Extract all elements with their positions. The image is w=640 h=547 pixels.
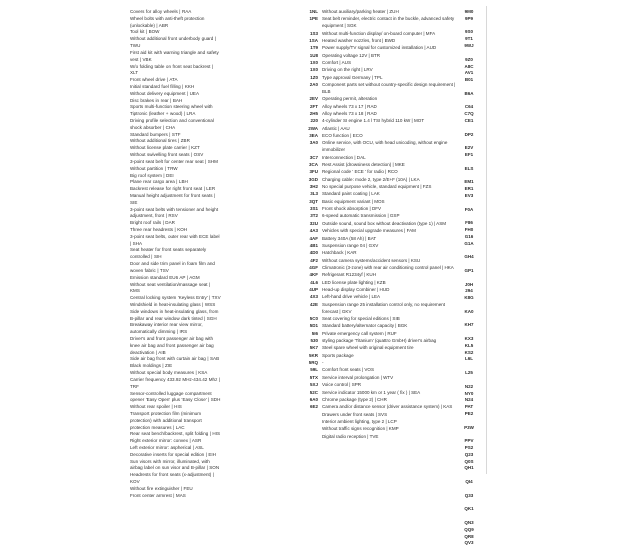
equipment-code: 1NL [309, 9, 318, 14]
equipment-description-line: Left exterior mirror: aspherical | ASL [130, 445, 204, 450]
equipment-description-line: TWU [130, 43, 141, 49]
equipment-code: 5KR [308, 352, 318, 358]
equipment-code-description: Chrome package (type 2) | CHR [322, 396, 387, 402]
equipment-code-row [298, 206, 458, 213]
equipment-code-row [298, 38, 458, 45]
equipment-code-description: Seat belt reminder, electric contact in the buckle, advanced safety equipment | SGK [322, 16, 455, 29]
equipment-description-line: adjustment, front | RSV [130, 213, 178, 219]
equipment-code-description: Steel spare wheel with original equipment tire [322, 345, 414, 351]
pr-code: L25 [465, 370, 473, 376]
equipment-description-line: airbag label on sun visor and B-pillar | SON [130, 465, 220, 471]
equipment-code-description: Operating permit, alteration [322, 96, 378, 102]
equipment-description-line: B-pillar and rear window dark tinted | SGH [130, 315, 217, 321]
equipment-code-row [298, 294, 458, 301]
pr-code: FH0 [464, 227, 474, 232]
equipment-code: 2H5 [309, 110, 318, 116]
equipment-code-description: Alloy wheels 73 x 17 | RAD [322, 103, 377, 109]
equipment-code-description: - [322, 360, 324, 366]
equipment-code-column [298, 9, 458, 441]
equipment-code: 4AF [309, 235, 318, 241]
equipment-code-description: Basic equipment variant | MOS [322, 198, 385, 204]
pr-code: QV3 [464, 540, 474, 546]
equipment-code-row [298, 126, 458, 133]
equipment-description-line: Without additional front underbody guard | [130, 36, 217, 42]
pr-code: J0H [464, 281, 474, 287]
equipment-code: 4F2 [310, 257, 318, 263]
equipment-description-line: Front center armrest | MAS [130, 492, 186, 498]
equipment-description-line: Front wheel drive | ATA [130, 77, 178, 83]
equipment-code-description: LED license plate lighting | KZB [322, 279, 386, 285]
pr-code: Q0S [464, 458, 474, 464]
pr-code: GH4 [464, 254, 474, 260]
pr-code: QI4 [465, 479, 473, 485]
equipment-code-row [298, 280, 458, 287]
equipment-code-row [298, 434, 458, 441]
equipment-code-row [298, 367, 458, 374]
equipment-code-row [298, 412, 458, 419]
equipment-description-line: Plane rear cargo area | LBH [130, 179, 188, 185]
equipment-code-row [298, 67, 458, 74]
equipment-code-description: Atlantic | AAU [322, 125, 350, 131]
equipment-description-line: Without additional tires | ZBR [130, 138, 190, 144]
pr-code: 9S0 [464, 29, 473, 35]
equipment-code-description: Heated washer nozzles, front | BWD [322, 37, 396, 43]
equipment-code-description: Suspension range 25 installation control only, no requirement forecast | GKV [322, 301, 446, 314]
equipment-code-row [298, 96, 458, 103]
equipment-code-description: Refrigerant R1234yf | KUH [322, 272, 376, 278]
equipment-code: 2WA [308, 125, 318, 131]
equipment-code-row [298, 60, 458, 67]
equipment-code-description: Sports package [322, 352, 354, 358]
equipment-description-line: Door and side trim panel in foam film and [130, 261, 215, 267]
equipment-code: 5XJ [309, 382, 318, 388]
equipment-code-description: Online service, with OCU, with head unicoding, without engine immobilizer [322, 140, 448, 153]
pr-code: N24 [464, 397, 474, 403]
equipment-description-line: deactivation | AIB [130, 349, 166, 355]
equipment-code-row [298, 31, 458, 38]
pr-code: KA0 [464, 308, 474, 314]
equipment-code-row [298, 184, 458, 191]
equipment-description-line: controlled | SIH [130, 254, 162, 260]
pr-code: P3W [464, 424, 474, 430]
equipment-code: 3QT [309, 198, 318, 204]
column-divider [486, 6, 487, 474]
pr-code: F86 [465, 220, 473, 226]
pr-code: 9M0 [464, 9, 474, 14]
pr-code: AV1 [464, 70, 474, 76]
equipment-code-row [298, 243, 458, 250]
equipment-code-description: Type approval Germany | TPL [322, 74, 383, 80]
equipment-code: 3H2 [309, 183, 318, 189]
pr-code: QN3 [464, 519, 474, 525]
equipment-code-description: Battery 340A (58 Ah) | BAT [322, 235, 377, 241]
equipment-code-row [298, 375, 458, 382]
equipment-code: 52C [309, 389, 318, 395]
equipment-code-row [298, 272, 458, 279]
equipment-description-line: (unlockable) | ABR [130, 22, 169, 28]
equipment-description-line: Backrest release for right front seat | LER [130, 186, 216, 192]
equipment-code: 5RQ [308, 360, 318, 366]
equipment-description-line: Rear seat bench/backrest, split folding | HIS [130, 431, 221, 437]
equipment-description-line: Without seat ventilation/massage seat | [130, 281, 211, 287]
equipment-description-line: XLT [130, 70, 139, 76]
equipment-code: 2EV [309, 96, 318, 102]
equipment-code-row [298, 118, 458, 125]
equipment-description-line: KMS [130, 288, 140, 294]
equipment-description-line: protection measures | LAC [130, 424, 185, 430]
pr-code: QQ9 [464, 526, 474, 532]
equipment-code-row [298, 199, 458, 206]
equipment-code-row [298, 75, 458, 82]
equipment-code-description: Power supply/TV signal for customized installation | AUD [322, 45, 437, 51]
equipment-code-description: Left-hand drive vehicle | LEA [322, 294, 381, 300]
equipment-code-description: Voice control | SPR [322, 382, 362, 388]
pr-code: 9T1 [465, 36, 473, 42]
equipment-description-line: Headrests for front seats (x-adjustment) | [130, 472, 214, 478]
equipment-description-line: Side air bag front with curtain air bag | SAB [130, 356, 220, 362]
equipment-code-row [298, 382, 458, 389]
equipment-code: 1Z0 [310, 74, 318, 80]
equipment-description-line: TRF [130, 383, 139, 389]
equipment-description-line: KOV [130, 479, 140, 485]
pr-code: PPV [464, 438, 474, 444]
pr-code: KX3 [464, 336, 474, 341]
equipment-description-line: Carrier frequency 433.92 MHz-434.42 Mhz | [130, 376, 221, 382]
equipment-description-line: Initial standard fuel filling | KKH [130, 83, 195, 89]
pr-code: Q33 [464, 492, 474, 498]
equipment-code-description: Interconnection | DAL [322, 154, 366, 160]
equipment-description-line: shock absorber | CHA [130, 124, 176, 130]
equipment-code: 2A0 [309, 82, 318, 88]
pr-code: Q23 [464, 451, 474, 457]
equipment-code-row [298, 228, 458, 235]
equipment-code-description: ECO function | ECO [322, 133, 363, 139]
equipment-code-description: Rest Assist (drowsiness detection) | MKE [322, 161, 405, 167]
equipment-code-row [298, 140, 458, 154]
equipment-code-row [298, 82, 458, 96]
equipment-code-description: Standard battery/alternator capacity | BGK [322, 323, 408, 329]
equipment-code: 530 [310, 337, 318, 343]
equipment-description-line: Emission standard EU6 AP | AGM [130, 274, 200, 280]
equipment-description-line: 3-point seat belt for center rear seat | SHM [130, 158, 218, 164]
equipment-description-line: Bright roof rails | DAR [130, 220, 175, 226]
equipment-description-line: Without fire extinguisher | FEU [130, 485, 193, 491]
equipment-description-line: vest | VBK [130, 56, 152, 62]
pr-code: E2V [464, 145, 474, 151]
equipment-description-line: Without license plate carrier | KZT [130, 145, 200, 151]
equipment-code: 1X0 [309, 67, 318, 73]
equipment-description-line: protection) with additional transport [130, 417, 202, 423]
equipment-code-row [298, 236, 458, 243]
equipment-description-line: Tiptronic (leather + wood) | LRA [130, 111, 196, 117]
equipment-description-line: Without rear spoiler | HIS [130, 404, 182, 410]
equipment-code-description: Service interval prolongation | WTV [322, 374, 394, 380]
pr-code: G1A [464, 240, 474, 246]
equipment-code-description: Digital radio reception | TVE [322, 433, 379, 439]
equipment-code: 1PE [309, 16, 318, 22]
equipment-description-line: Wheel bolts with anti-theft protection [130, 15, 205, 21]
equipment-code: 4GF [309, 264, 318, 270]
pr-code: ER1 [464, 186, 474, 192]
pr-code: PE2 [464, 410, 474, 416]
equipment-code-row [298, 397, 458, 404]
pr-code: EV3 [464, 192, 474, 198]
equipment-code: 3L3 [310, 191, 318, 197]
equipment-description-line: Driving profile selection and conventional [130, 118, 214, 123]
equipment-code: 32U [309, 220, 318, 226]
equipment-code: 4UP [309, 287, 318, 293]
equipment-code-row [298, 16, 458, 30]
equipment-code-row [298, 177, 458, 184]
equipment-code-description: Component parts set without country-specific design requirement | BLB [322, 82, 456, 94]
equipment-description-line: Decorative inserts for special edition | EIH [130, 451, 216, 457]
pr-code: DP2 [464, 131, 474, 137]
equipment-code-description: Interior ambient lighting, type 2 | LCP [322, 418, 397, 424]
equipment-description-line: Sensor-controlled luggage compartment [130, 390, 212, 396]
equipment-code-row [298, 360, 458, 367]
equipment-code: 1SA [309, 37, 318, 43]
equipment-code: 2FT [309, 103, 318, 109]
equipment-code-row [298, 191, 458, 198]
pr-code: B01 [464, 77, 474, 83]
equipment-code-row [298, 287, 458, 294]
equipment-code: 220 [310, 118, 318, 124]
equipment-code-description: Camera and/or distance sensor (driver assistance system) | KAS [322, 404, 453, 410]
pr-code: ELS [464, 165, 474, 171]
equipment-description-line: Driver's and front passenger air bag with [130, 336, 214, 341]
equipment-description-line: 3-point seat belts with tensioner and height [130, 206, 219, 212]
equipment-code: 6A0 [309, 396, 318, 402]
equipment-description-line: | SHA [130, 240, 143, 246]
equipment-code-row [298, 169, 458, 176]
equipment-code-row [298, 316, 458, 323]
equipment-description-line: Black moldings | ZIE [130, 363, 173, 369]
equipment-code-description: Without auxiliary/parking heater | ZUH [322, 9, 399, 14]
equipment-code: 4D0 [309, 250, 318, 256]
equipment-code: 6E2 [309, 404, 318, 410]
pr-code: 9WJ [464, 43, 474, 49]
equipment-code-row [298, 345, 458, 352]
equipment-code-description: Charging cable: mode 2, type 2/E+F (10A) | LKA [322, 176, 420, 182]
equipment-description-line: SIE [130, 199, 138, 205]
equipment-description-line: Without swivelling front seats | OSV [130, 152, 204, 158]
equipment-code-row [298, 104, 458, 111]
equipment-code-row [298, 353, 458, 360]
equipment-code: 3FU [309, 169, 318, 175]
equipment-code-row [298, 213, 458, 220]
equipment-description-line: 3-point seat belts, outer rear with ECE label [130, 233, 220, 239]
equipment-description-line: Three rear headrests | KOH [130, 227, 188, 232]
equipment-description-line: Windshield in heat-insulating glass | WSS [130, 301, 216, 307]
equipment-code: 4X3 [309, 294, 318, 300]
equipment-code: 3A0 [309, 140, 318, 146]
equipment-code-row [298, 390, 458, 397]
equipment-description-line: Tool kit | BOW [130, 29, 160, 35]
equipment-code: 3GD [308, 176, 318, 182]
equipment-description-column [130, 9, 288, 500]
equipment-code: 4KF [309, 272, 318, 278]
equipment-code-row [298, 258, 458, 265]
pr-code: L6L [464, 356, 473, 362]
pr-code: QH1 [464, 465, 474, 471]
equipment-description-line: Big roof system | DEI [130, 172, 174, 178]
equipment-code: 1S3 [309, 30, 318, 36]
equipment-description-line: W/o folding table on front seat backrest | [130, 63, 214, 69]
equipment-code-description: Hatchback | KAR [322, 250, 357, 256]
pr-code: EM1 [464, 179, 474, 185]
pr-code: EF1 [464, 152, 474, 158]
equipment-code-description: Head-up display Combiner | HUD [322, 287, 390, 293]
equipment-code-row [298, 155, 458, 162]
equipment-description-line: Disc brakes in rear | BAH [130, 97, 183, 103]
equipment-code-description: Front shock absorption | DFV [322, 206, 382, 212]
equipment-code-row [298, 331, 458, 338]
equipment-code: 5TX [309, 374, 318, 380]
pr-code: B6A [464, 90, 474, 96]
pr-code: PS2 [464, 445, 474, 450]
equipment-code-description: 6-speed automatic transmission | GSP [322, 213, 400, 219]
equipment-description-line: automatically dimming | IRS [130, 329, 188, 335]
equipment-code-description: Operating voltage 12V | BTR [322, 52, 381, 58]
equipment-code-row [298, 250, 458, 257]
equipment-description-line: Right exterior mirror: convex | ASR [130, 438, 202, 444]
equipment-code-row [298, 265, 458, 272]
equipment-description-line: Without delivery equipment | UEA [130, 90, 200, 96]
equipment-code-description: Climatronic (3-zone) with rear air conditioning control panel | HKA [322, 264, 454, 270]
equipment-description-line: Covers for alloy wheels | RAA [130, 9, 192, 14]
equipment-code: 1T9 [310, 45, 318, 51]
equipment-code-row [298, 221, 458, 228]
equipment-code: 3T2 [310, 213, 318, 219]
equipment-description-line: Seat heater for front seats separately [130, 247, 207, 253]
pr-code: PAT [464, 404, 474, 410]
pr-code: 294 [465, 288, 473, 294]
equipment-description-line: Sports multi-function steering wheel with [130, 104, 213, 110]
equipment-code: 4A3 [309, 228, 318, 234]
pr-code: QK1 [464, 506, 474, 512]
equipment-description-line: Side windows in heat-insulating glass, from [130, 308, 219, 314]
equipment-description-line: Sun visors with mirror, illuminated, with [130, 458, 210, 464]
equipment-code: 3EA [309, 133, 318, 139]
equipment-code: 5K7 [309, 345, 318, 351]
equipment-code-description: Without traffic signs recognition | KMP [322, 426, 399, 432]
equipment-code-row [298, 111, 458, 118]
equipment-code-row [298, 338, 458, 345]
pr-code-column [452, 9, 486, 547]
equipment-code-row [298, 53, 458, 60]
equipment-description-line: Without special body measures | KSA [130, 370, 208, 376]
equipment-description-line: Transport protection film (minimum [130, 410, 202, 416]
pr-code: KS2 [464, 349, 474, 355]
equipment-code-description: Comfort front seats | VOS [322, 367, 374, 373]
equipment-code-description: Suspension range 04 | GXV [322, 242, 379, 248]
pr-code: NY0 [464, 390, 474, 396]
equipment-code-row [298, 9, 458, 16]
equipment-code: 1U8 [309, 52, 318, 58]
equipment-description-line: Standard bumpers | STF [130, 131, 181, 137]
pr-code: G16 [464, 233, 474, 239]
equipment-description-line: First aid kit with warning triangle and safety [130, 49, 219, 55]
equipment-description-line: Without partition | TRW [130, 165, 178, 171]
equipment-code: 42E [309, 301, 318, 307]
equipment-description-line: Manual height adjustment for front seats | [130, 192, 216, 198]
equipment-code-description: Without multi-function display/ on-board computer | MFA [322, 30, 436, 36]
equipment-code: 5D1 [309, 323, 318, 329]
pr-code: N22 [464, 383, 474, 389]
equipment-code-description: Without camera systems/accident sensors | KSU [322, 257, 421, 263]
equipment-code-row [298, 426, 458, 433]
pr-code: 9P9 [464, 15, 473, 21]
equipment-code-description: Regional code ' ECE ' for radio | RCO [322, 169, 398, 175]
equipment-code-row [298, 133, 458, 140]
equipment-code-description: Alloy wheels 73 x 18 | RAD [322, 110, 377, 116]
equipment-code-description: Standard paint coating | LAK [322, 191, 380, 197]
pr-code: A8C [464, 63, 474, 69]
pr-code: 9Z0 [465, 56, 473, 62]
equipment-description-line: Breakaway interior rear view mirror, [130, 322, 203, 328]
equipment-code: 4L6 [310, 279, 318, 285]
equipment-description-line: opener 'Easy Open' plus 'Easy Close' | SDH [130, 397, 221, 403]
equipment-code: 59L [310, 367, 318, 373]
pr-code: K8G [464, 295, 474, 301]
pr-code: KH7 [464, 322, 474, 328]
equipment-code-description: 4-cylinder SI engine 1.4 l TSI hybrid 110 kW | MOT [322, 118, 425, 124]
equipment-code-row [298, 323, 458, 330]
equipment-description-line: knee air bag and front passenger air bag [130, 342, 214, 348]
pr-code: CE1 [464, 118, 474, 123]
pr-code: C64 [464, 104, 474, 110]
equipment-code-description: Service indicator 15000 km or 1 year ( fix ) | SEA [322, 389, 421, 395]
equipment-code-description: Private emergency call system | RUF [322, 330, 397, 336]
pr-code: C7Q [464, 111, 474, 117]
pr-code: F0A [464, 206, 474, 212]
equipment-code-row [298, 404, 458, 411]
pr-code: GP1 [464, 267, 474, 273]
equipment-code-description: Driving on the right | LRV [322, 67, 373, 73]
equipment-code: 5C0 [309, 315, 318, 321]
equipment-code: 3CA [308, 161, 318, 167]
equipment-code-description: Outside sound, sound box without deactivation (type 1) | ASM [322, 220, 447, 226]
equipment-code: 3C7 [309, 154, 318, 160]
equipment-code-description: Drawers under front seats | SVS [322, 411, 388, 417]
equipment-code: 5I6 [311, 330, 318, 336]
equipment-description-line: Central locking system 'Keyless Entry' | TXV [130, 295, 221, 301]
equipment-code: 3S1 [309, 206, 318, 212]
equipment-code: 4B1 [309, 242, 318, 248]
equipment-code-description: No special purpose vehicle, standard equipment | FZS [322, 183, 432, 189]
pr-code: QR8 [464, 533, 474, 539]
equipment-code-description: Seat covering for special editions | SIB [322, 315, 400, 321]
equipment-code-row [298, 419, 458, 426]
equipment-code: 1X0 [309, 59, 318, 65]
equipment-code-row [298, 302, 458, 316]
equipment-code-description: Comfort | AUS [322, 59, 351, 65]
equipment-description-line: woven fabric | TSV [130, 267, 169, 273]
equipment-code-row [298, 162, 458, 169]
pr-code: KL5 [464, 342, 474, 348]
equipment-code-row [298, 45, 458, 52]
equipment-code-description: Vehicles with special upgrade measures | FAM [322, 228, 416, 234]
equipment-code-description: styling package 'Titanium' (quattro GmbH) driver's airbag [322, 337, 437, 343]
